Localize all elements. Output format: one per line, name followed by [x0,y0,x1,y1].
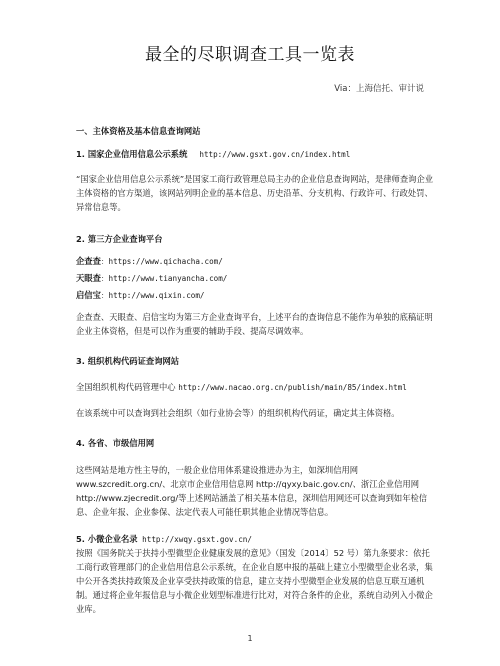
page-title: 最全的尽职调查工具一览表 [145,45,355,65]
site-name: 企查查 [76,256,101,266]
gsxt-link[interactable]: http://www.gsxt.gov.cn/index.html [199,150,351,159]
paragraph: “国家企业信用信息公示系统”是国家工商行政管理总局主办的企业信息查询网站，是律师查询企业主体资格的官方渠道，该网站列明企业的基本信息、历史沿革、分支机构、行政许可、行政处罚、异常信息等。 [76,174,434,212]
xwqy-link[interactable]: http://xwqy.gsxt.gov.cn/ [137,535,252,544]
paragraph: 在该系统中可以查询到社会组织（如行业协会等）的组织机构代码证，确定其主体资格。 [76,408,400,418]
item-title: 5. 小微企业名录 [76,534,138,544]
site-link[interactable]: ：https://www.qichacha.com/ [100,257,223,266]
site-name: 启信宝 [76,290,101,300]
item-heading: 2. 第三方企业查询平台 [76,234,163,244]
list-item [76,271,436,286]
list-item [76,254,436,269]
section-heading: 一、主体资格及基本信息查询网站 [76,126,201,136]
site-name: 天眼查 [76,273,101,283]
paragraph: 按照《国务院关于扶持小型微型企业健康发展的意见》（国发〔2014〕52 号）第九条要求：依托工商行政管理部门的企业信用信息公示系统，在企业自愿申报的基础上建立小型微型企业名录，集中公开各类扶持政策及企业享受扶持政策的信息，建立支持小型微型企业发展的信息互联互通机制。通过将企业年报信息与小微企业划型标准进行比对，对符合条件的企业，系统自动列入小微企业库。 [76,548,433,614]
source-note: Via：上海信托、审计说 [334,84,424,94]
site-link[interactable]: ：http://www.qixin.com/ [100,291,205,300]
item-heading [76,532,436,547]
paragraph: 这些网站是地方性主导的，一般企业信用体系建设推进办为主，如深圳信用网 www.szcredit.org.cn/、北京市企业信用信息网 http://qyxy.baic.gov.cn/、浙江企业信用网 http://www.zjecredit.org/等上述网站涵盖了相关基本信息，深圳信用网还可以查询到如年检信息、企业年报、企业参保、法定代表人可能任职其他企业情况等信息。 [76,465,428,517]
org-code-label: 全国组织机构代码管理中心 [76,382,179,392]
site-list [76,254,436,303]
list-item [76,288,436,303]
org-code-line [76,380,436,395]
item-title: 1. 国家企业信用信息公示系统 [76,149,188,159]
paragraph: 企查查、天眼查、启信宝均为第三方企业查询平台，上述平台的查询信息不能作为单独的底稿证明企业主体资格，但是可以作为重要的辅助手段、提高尽调效率。 [76,312,433,336]
item-heading [76,147,436,162]
item-heading: 4. 各省、市级信用网 [76,438,155,448]
site-link[interactable]: ：http://www.tianyancha.com/ [100,274,228,283]
nacao-link[interactable]: http://www.nacao.org.cn/publish/main/85/index.html [178,383,407,392]
page-number: 1 [247,634,253,643]
item-heading: 3. 组织机构代码证查询网站 [76,356,180,366]
